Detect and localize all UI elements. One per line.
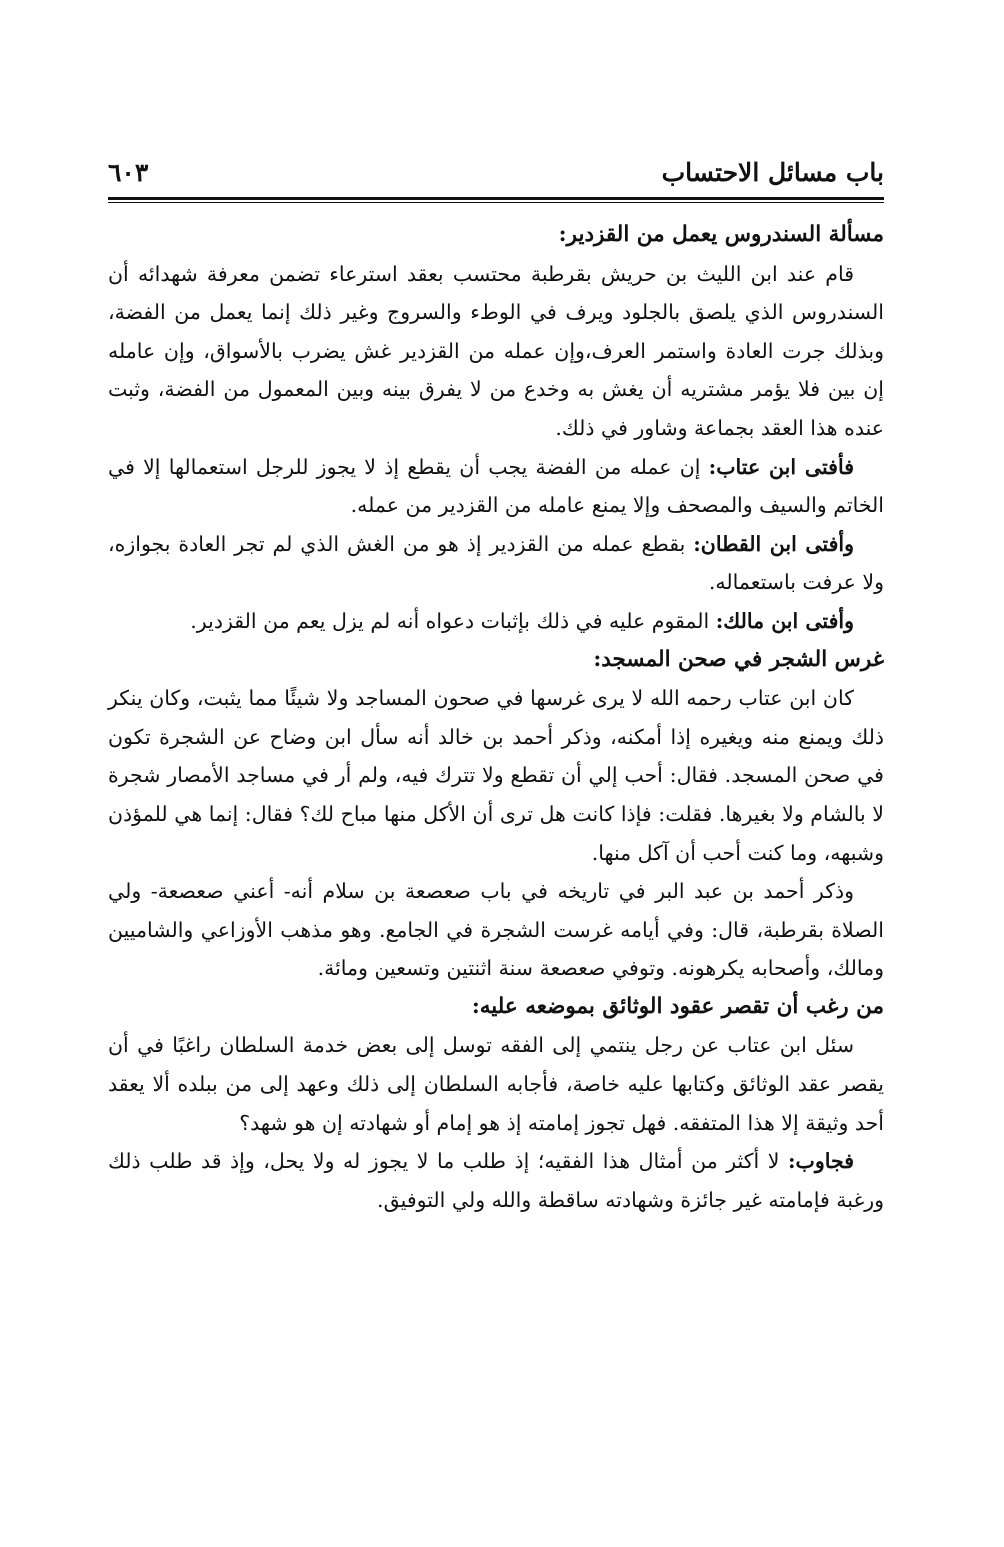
paragraph [108,1142,884,1219]
section-heading: مسألة السندروس يعمل من القزدير: [558,222,884,247]
paragraph-lead: وأفتى ابن مالك: [715,608,854,633]
running-header [108,150,884,194]
paragraph-lead: فجاوب: [787,1149,854,1174]
section-heading: من رغب أن تقصر عقود الوثائق بموضعه عليه: [471,993,884,1019]
paragraph [108,525,884,602]
paragraph [108,448,884,525]
header-rule [108,197,884,200]
section-heading: غرس الشجر في صحن المسجد: [593,646,884,672]
page-body [108,216,884,1219]
paragraph-text: إن عمله من الفضة يجب أن يقطع إذ لا يجوز للرجل استعمالها إلا في الخاتم والسيف والمصحف وإلا يمنع عامله من القزدير من عمله. [108,454,884,518]
header-rule-thin [108,202,884,203]
chapter-title: باب مسائل الاحتساب [661,157,884,187]
paragraph-text: بقطع عمله من القزدير إذ هو من الغش الذي لم تجر العادة بجوازه، ولا عرفت باستعماله. [108,531,884,595]
paragraph: قام عند ابن الليث بن حريش بقرطبة محتسب بعقد استرعاء تضمن معرفة شهدائه أن السندروس الذي يلصق بالجلود ويرف في الوطء والسروج وغير ذلك إنما يعمل من الفضة، وبذلك جرت العادة واستمر العرف،وإن عمله من القزدير غش يضرب بالأسواق، وإن عامله إن بين فلا يؤمر مشتريه أن يغش به وخدع من لا يفرق بينه وبين المعمول من الفضة، وثبت عنده هذا العقد بجماعة وشاور في ذلك. [108,261,884,440]
paragraph-lead: فأفتى ابن عتاب: [708,454,854,479]
page-number: ٦٠٣ [108,157,149,187]
paragraph-text: لا أكثر من أمثال هذا الفقيه؛ إذ طلب ما لا يجوز له ولا يحل، وإذ قد طلب ذلك ورغبة فإمامته غير جائزة وشهادته ساقطة والله ولي التوفيق. [108,1149,884,1212]
paragraph: كان ابن عتاب رحمه الله لا يرى غرسها في صحون المساجد ولا شيئًا مما يثبت، وكان ينكر ذلك ويمنع منه ويغيره إذا أمكنه، وذكر أحمد بن خالد أنه سأل ابن وضاح عن الشجرة تكون في صحن المسجد. فقال: أحب إلي أن تقطع ولا تترك فيه، ولم أر في مساجد الأمصار شجرة لا بالشام ولا بغيرها. فقلت: فإذا كانت هل ترى أن الأكل منها مباح لك؟ فقال: إنما هي للمؤذن وشبهه، وما كنت أحب أن آكل منها. [108,686,884,865]
paragraph: وذكر أحمد بن عبد البر في تاريخه في باب صعصعة بن سلام أنه- أعني صعصعة- ولي الصلاة بقرطبة، قال: وفي أيامه غرست الشجرة في الجامع. وهو مذهب الأوزاعي والشاميين ومالك، وأصحابه يكرهونه. وتوفي صعصعة سنة اثنتين وتسعين ومائة. [108,879,884,981]
paragraph: سئل ابن عتاب عن رجل ينتمي إلى الفقه توسل إلى بعض خدمة السلطان راغبًا في أن يقصر عقد الوثائق وكتابها عليه خاصة، فأجابه السلطان إلى ذلك وعهد إلى من ببلده ألا يعقد أحد وثيقة إلا هذا المتفقه. فهل تجوز إمامته إذ هو إمام أو شهادته إن هو شهد؟ [108,1033,884,1135]
paragraph-text: المقوم عليه في ذلك بإثبات دعواه أنه لم يزل يعم من القزدير. [190,608,716,633]
paragraph-lead: وأفتى ابن القطان: [693,531,854,556]
paragraph [108,602,884,641]
